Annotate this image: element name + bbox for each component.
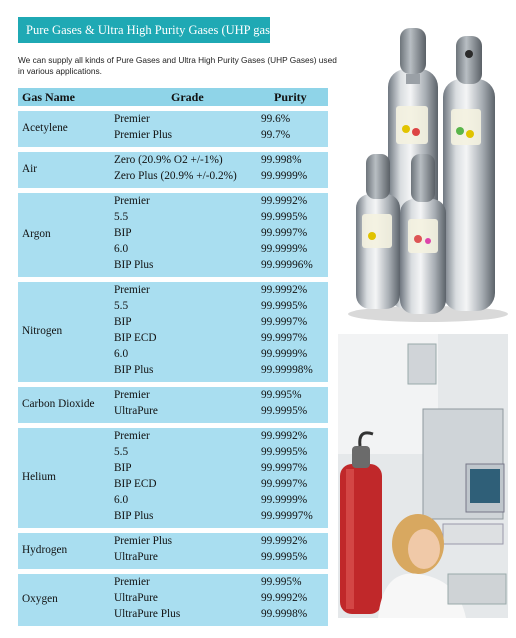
purity-cell: 99.9992% (261, 195, 308, 207)
gas-name: Helium (22, 471, 56, 483)
grade-cell: Premier Plus (114, 129, 173, 141)
purity-cell: 99.9998% (261, 608, 308, 620)
purity-cell: 99.9995% (261, 551, 308, 563)
grade-cell: BIP Plus (114, 259, 154, 271)
grade-cell: 6.0 (114, 494, 129, 506)
grade-cell: Premier Plus (114, 535, 173, 547)
purity-cell: 99.9997% (261, 462, 308, 474)
grade-cell: UltraPure (114, 551, 158, 563)
grade-cell: Premier (114, 576, 150, 588)
grade-cell: BIP (114, 316, 132, 328)
purity-cell: 99.9992% (261, 535, 308, 547)
purity-cell: 99.9995% (261, 300, 308, 312)
laboratory-photo (338, 334, 508, 618)
purity-cell: 99.9995% (261, 405, 308, 417)
purity-cell: 99.9992% (261, 284, 308, 296)
grade-cell: 5.5 (114, 211, 129, 223)
gas-group-air (18, 152, 328, 188)
grade-cell: BIP (114, 227, 132, 239)
purity-cell: 99.9992% (261, 430, 308, 442)
purity-cell: 99.7% (261, 129, 291, 141)
header-gas-name: Gas Name (22, 90, 75, 104)
grade-cell: BIP ECD (114, 478, 157, 490)
grade-cell: BIP (114, 462, 132, 474)
purity-cell: 99.99996% (261, 259, 313, 271)
page-title-banner (18, 17, 285, 43)
grade-cell: 6.0 (114, 348, 129, 360)
gas-name: Oxygen (22, 593, 58, 605)
grade-cell: UltraPure (114, 405, 158, 417)
grade-cell: UltraPure Plus (114, 608, 181, 620)
grade-cell: Premier (114, 113, 150, 125)
intro-text: We can supply all kinds of Pure Gases and Ultra High Purity Gases (UHP Gases) used in various applications. (18, 55, 337, 76)
grade-cell: Premier (114, 389, 150, 401)
purity-cell: 99.9995% (261, 211, 308, 223)
purity-cell: 99.9997% (261, 332, 308, 344)
grade-cell: Zero Plus (20.9% +/-0.2%) (114, 170, 237, 182)
gas-group-helium (18, 428, 328, 528)
purity-cell: 99.9995% (261, 446, 308, 458)
gas-group-oxygen (18, 574, 328, 626)
page-title: Pure Gases & Ultra High Purity Gases (UHP gases) (26, 23, 285, 37)
header-grade: Grade (171, 90, 204, 104)
gas-cylinders-photo (338, 14, 511, 324)
header-purity: Purity (274, 90, 307, 104)
grade-cell: Premier (114, 195, 150, 207)
gas-group-argon (18, 193, 328, 277)
grade-cell: 5.5 (114, 446, 129, 458)
gas-name: Argon (22, 228, 51, 240)
gas-group-nitrogen (18, 282, 328, 382)
grade-cell: Premier (114, 284, 150, 296)
purity-cell: 99.99998% (261, 364, 313, 376)
gas-group-carbon-dioxide (18, 387, 328, 423)
grade-cell: 6.0 (114, 243, 129, 255)
grade-cell: Premier (114, 430, 150, 442)
purity-cell: 99.9999% (261, 170, 308, 182)
table-header (18, 88, 328, 106)
gas-group-hydrogen (18, 533, 328, 569)
purity-cell: 99.995% (261, 389, 302, 401)
grade-cell: BIP Plus (114, 364, 154, 376)
gas-name: Acetylene (22, 122, 68, 134)
gas-name: Nitrogen (22, 325, 63, 337)
purity-cell: 99.995% (261, 576, 302, 588)
grade-cell: Zero (20.9% O2 +/-1%) (114, 154, 223, 166)
grade-cell: 5.5 (114, 300, 129, 312)
purity-cell: 99.9999% (261, 494, 308, 506)
purity-cell: 99.9997% (261, 478, 308, 490)
gas-name: Hydrogen (22, 544, 68, 556)
purity-cell: 99.99997% (261, 510, 313, 522)
grade-cell: BIP Plus (114, 510, 154, 522)
grade-cell: BIP ECD (114, 332, 157, 344)
purity-cell: 99.998% (261, 154, 302, 166)
purity-cell: 99.9997% (261, 316, 308, 328)
grade-cell: UltraPure (114, 592, 158, 604)
gas-group-acetylene (18, 111, 328, 147)
gas-name: Carbon Dioxide (22, 398, 95, 410)
purity-cell: 99.9999% (261, 348, 308, 360)
purity-cell: 99.9997% (261, 227, 308, 239)
gas-name: Air (22, 163, 38, 175)
purity-cell: 99.9992% (261, 592, 308, 604)
purity-cell: 99.6% (261, 113, 291, 125)
purity-cell: 99.9999% (261, 243, 308, 255)
